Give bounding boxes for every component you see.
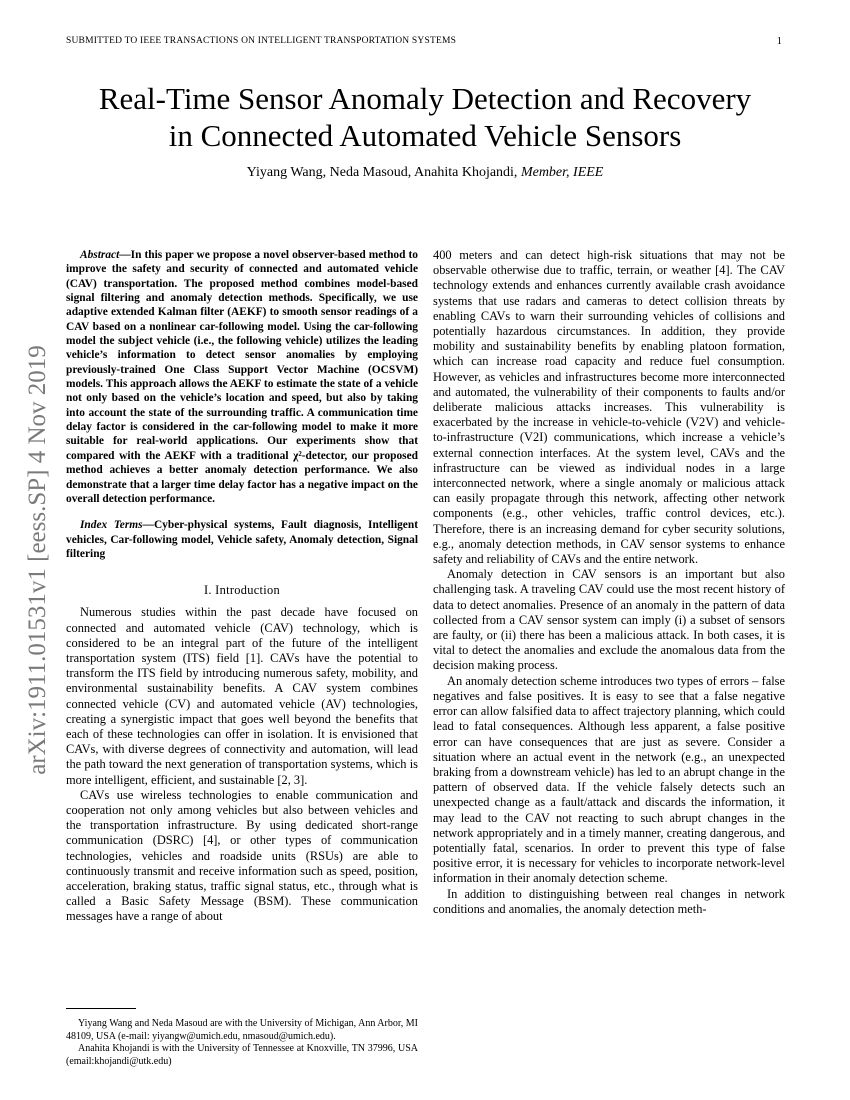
running-head: SUBMITTED TO IEEE TRANSACTIONS ON INTELLIGENT TRANSPORTATION SYSTEMS — [66, 36, 457, 46]
page-number: 1 — [776, 36, 782, 47]
left-column — [66, 248, 418, 925]
footnote-affiliation: Anahita Khojandi is with the University of Tennessee at Knoxville, TN 37996, USA (email:khojandi@utk.edu) — [66, 1043, 418, 1067]
body-paragraph: 400 meters and can detect high-risk situations that may not be observable otherwise due to traffic, terrain, or weather [4]. The CAV technology extends and enhances currently available crash avoidance systems that use radars and cameras to detect collision threats by enabling CAVs to warn their surrounding vehicles of collisions and potentially hazardous circumstances. In addition, they provide mobility and sustainability benefits by enabling platoon formation, which can increase road capacity and reduce fuel consumption. However, as vehicles and infrastructures become more interconnected and automated, the vulnerability of their components to faults and/or deliberate malicious attacks increases. This vulnerability is exacerbated by the increase in vehicle-to-vehicle (V2V) and vehicle-to-infrastructure (V2I) communications, which increase a vehicle’s external connection interfaces. At the system level, CAVs and the infrastructure can be viewed as individual nodes in a large interconnected network, where a single anomaly or malicious attack can easily propagate through this network, affecting other network components (e.g., other vehicles, traffic control devices, etc.). Therefore, there is an increasing demand for cyber security solutions, e.g., anomaly detection methods, in CAV sensor systems to enhance safety and reliability of CAVs and the entire network. — [433, 248, 785, 567]
section-heading-introduction: I. Introduction — [203, 583, 281, 598]
index-terms-label: Index Terms — [80, 519, 143, 532]
abstract — [66, 248, 418, 506]
author-names: Yiyang Wang, Neda Masoud, Anahita Khojandi, — [246, 165, 518, 180]
body-paragraph: An anomaly detection scheme introduces two types of errors – false negatives and false positives. It is easy to see that a false negative error can allow falsified data to affect trajectory planning, which could lead to fatal consequences. Although less apparent, a false positive error can have consequences that are just as severe. Consider a situation where an actual event in the network (e.g., an unexpected braking from a downstream vehicle) has led to an abrupt change in the pattern of observed data. If the vehicle falsely detects such an unexpected change as a fault/attack and discards the information, it may lead to the CAV not reacting to such abrupt changes in the network appropriately and in a timely manner, creating dangerous, and potentially fatal, scenarios. In order to prevent this type of false positive error, it is necessary for vehicles to incorporate network-level information in their anomaly detection scheme. — [433, 673, 785, 886]
footnote-affiliation: Yiyang Wang and Neda Masoud are with the University of Michigan, Ann Arbor, MI 48109, USA (e-mail: yiyangw@umich.edu, nmasoud@umich.edu). — [66, 1018, 418, 1042]
title-line-1: Real-Time Sensor Anomaly Detection and Recovery — [98, 81, 752, 116]
body-paragraph: Numerous studies within the past decade have focused on connected and automated vehicle (CAV) technology, which is considered to be an integral part of the future of the intelligent transportation system (ITS) field [1]. CAVs have the potential to transform the ITS field by introducing numerous safety, mobility, and environmental sustainability benefits. A CAV system combines connected vehicle (CV) and automated vehicle (AV) technologies, creating a synergistic impact that goes well beyond the benefits that each of these technologies can offer in isolation. It is envisioned that CAVs, with diverse degrees of connectivity and automation, will lead the path toward the next generation of transportation systems, which is more intelligent, efficient, and sustainable [2, 3]. — [66, 605, 418, 787]
author-membership: Member, IEEE — [520, 165, 604, 180]
footnote-rule — [66, 1008, 136, 1009]
body-paragraph: Anomaly detection in CAV sensors is an important but also challenging task. A traveling CAV could use the most recent history of data to detect anomalies. Presence of an anomaly in the pattern of data collected from a CAV sensor system can imply (i) a subset of sensors are faulty, or (ii) there has been a malicious attack. In both cases, it is vital to detect the anomalies and exclude the anomalous data from the decision making process. — [433, 567, 785, 673]
arxiv-identifier-stamp — [5, 290, 71, 830]
right-column — [433, 248, 785, 917]
arxiv-identifier: arXiv:1911.01531v1 [eess.SP] 4 Nov 2019 — [24, 345, 52, 775]
body-paragraph: In addition to distinguishing between real changes in network conditions and anomalies, the anomaly detection meth- — [433, 886, 785, 916]
index-terms-text: —Cyber-physical systems, Fault diagnosis, Intelligent vehicles, Car-following model, Vehicle safety, Anomaly detection, Signal filtering — [66, 519, 418, 560]
abstract-text: —In this paper we propose a novel observer-based method to improve the safety and security of connected and automated vehicle (CAV) transportation. The proposed method combines model-based signal filtering and anomaly detection methods. Specifically, we use adaptive extended Kalman filter (AEKF) to smooth sensor readings of a CAV based on a nonlinear car-following model. Using the car-following model the subject vehicle (i.e., the following vehicle) utilizes the leading vehicle’s information to detect sensor anomalies by employing previously-trained One Class Support Vector Machine (OCSVM) models. This approach allows the AEKF to estimate the state of a vehicle not only based on the vehicle’s location and speed, but also by taking into account the state of the surrounding traffic. A communication time delay factor is considered in the car-following model to make it more suitable for real-world applications. Our experiments show that compared with the AEKF with a traditional χ²-detector, our proposed method achieves a better anomaly detection performance. We also demonstrate that a larger time delay factor has a negative impact on the overall detection performance. — [66, 249, 418, 505]
title-line-2: in Connected Automated Vehicle Sensors — [168, 118, 682, 153]
body-paragraph: CAVs use wireless technologies to enable communication and cooperation not only among vehicles but also between vehicles and the transportation infrastructure. By using dedicated short-range communication (DSRC) [4], or other types of communication technologies, vehicles and roadside units (RSUs) are able to continuously transmit and receive information such as speed, position, acceleration, braking status, traffic signal status, etc., through what is called a Basic Safety Message (BSM). These communication messages have a range of about — [66, 787, 418, 924]
index-terms — [66, 518, 418, 561]
footnotes — [66, 1018, 418, 1068]
abstract-label: Abstract — [80, 249, 120, 261]
author-line — [40, 165, 810, 181]
paper-title — [40, 80, 810, 154]
